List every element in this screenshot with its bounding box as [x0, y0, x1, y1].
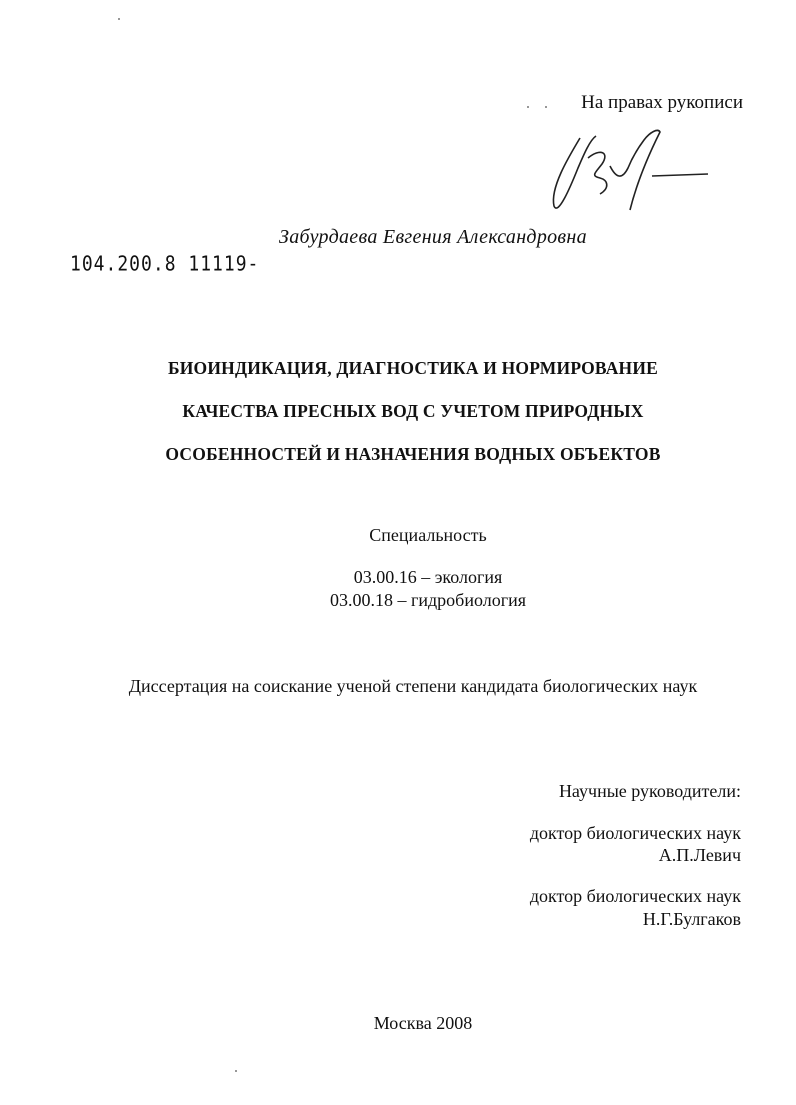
title-line-3: ОСОБЕННОСТЕЙ И НАЗНАЧЕНИЯ ВОДНЫХ ОБЪЕКТОВ: [165, 444, 661, 464]
supervisors-heading: Научные руководители:: [558, 781, 741, 801]
scan-speck: [118, 18, 120, 20]
dissertation-statement: Диссертация на соискание ученой степени кандидата биологических наук: [128, 676, 698, 696]
scan-speck: [545, 106, 547, 108]
specialty-code-hydrobiology: 03.00.18 – гидробиология: [329, 590, 526, 610]
city-year: Москва 2008: [373, 1013, 473, 1033]
supervisor-1-name: А.П.Левич: [658, 845, 741, 865]
supervisor-1-degree: доктор биологических наук: [529, 823, 741, 843]
scan-speck: [527, 106, 529, 108]
rights-notice: На правах рукописи: [581, 92, 743, 113]
specialty-label: Специальность: [369, 525, 487, 545]
handwritten-signature: [540, 118, 710, 218]
supervisor-2-degree: доктор биологических наук: [529, 886, 741, 906]
registration-code: 104.200.8 11119-: [70, 252, 260, 277]
title-line-2: КАЧЕСТВА ПРЕСНЫХ ВОД С УЧЕТОМ ПРИРОДНЫХ: [182, 401, 644, 421]
specialty-code-ecology: 03.00.16 – экология: [353, 567, 503, 587]
scan-speck: [235, 1070, 237, 1072]
title-line-1: БИОИНДИКАЦИЯ, ДИАГНОСТИКА И НОРМИРОВАНИЕ: [167, 358, 659, 378]
author-name: Забурдаева Евгения Александровна: [279, 226, 587, 248]
supervisor-2-name: Н.Г.Булгаков: [642, 909, 741, 929]
